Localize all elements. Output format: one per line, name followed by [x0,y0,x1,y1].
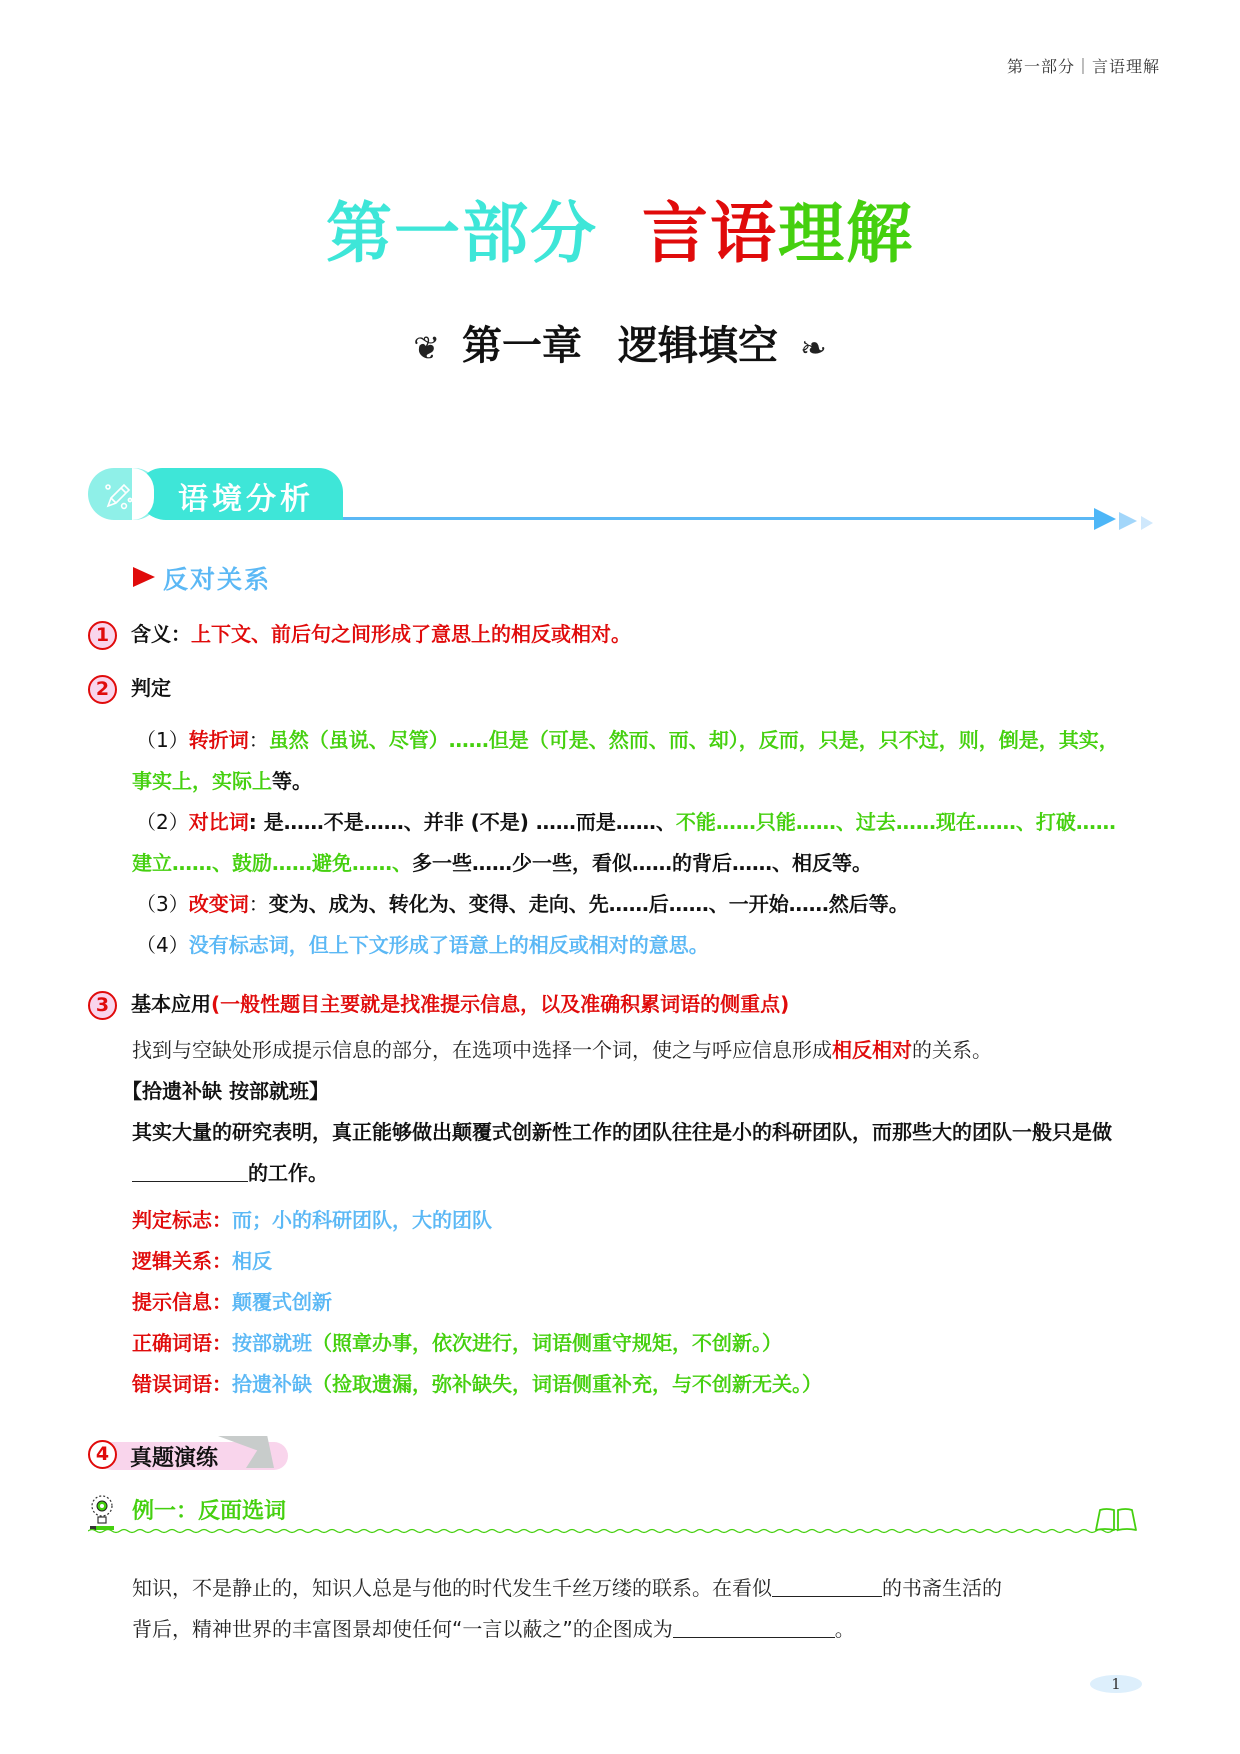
desc-highlight: 相反相对 [832,1038,912,1062]
desc-text-end: 的关系。 [912,1038,992,1062]
sub-index: （2） [136,810,189,834]
example-heading [88,1492,1140,1536]
sub-text: 是……不是……、并非 (不是) ……而是……、 [263,810,676,834]
analysis-value: 按部就班 [232,1331,312,1355]
analysis-note: （捡取遗漏，弥补缺失，词语侧重补充，与不创新无关。） [312,1372,822,1396]
desc-text: 找到与空缺处形成提示信息的部分，在选项中选择一个词，使之与呼应信息形成 [132,1038,832,1062]
application-sentence [132,1112,1122,1194]
item-judge [88,672,171,704]
title-part: 第一部分 [326,195,598,272]
subsection-label: 反对关系 [163,565,272,594]
title-subject-red: 言语 [642,195,778,272]
answer-blank [132,1161,248,1182]
sub-kind: 改变词 [188,892,249,916]
item-application [88,988,789,1020]
sub-colon: : [248,810,264,834]
analysis-label: 提示信息： [132,1290,232,1314]
subsection-heading [133,560,271,596]
analysis-row [132,1323,1122,1364]
chapter-name: 逻辑填空 [618,323,778,369]
practice-heading [88,1440,288,1470]
section-divider [343,517,1098,520]
arrow-right-icon [1094,508,1153,534]
analysis-value: 相反 [232,1249,272,1273]
pencil-icon [102,478,136,512]
meaning-label: 含义： [131,622,191,646]
sub-text: 虽然（虽说、尽管）……但是（可是、然而、而、却），反而，只是，只不过，则，倒是，其实，事实上，实际上 [132,728,1119,793]
analysis-label: 逻辑关系： [132,1249,232,1273]
sub-kind: 对比词 [188,810,249,834]
analysis-label: 判定标志： [132,1208,232,1232]
analysis-value: 拾遗补缺 [232,1372,312,1396]
example-title: 例一：反面选词 [132,1499,287,1524]
question-text: 的书斋生活的 [882,1576,1002,1600]
item-meaning [88,618,631,650]
sentence-text: 其实大量的研究表明，真正能够做出颠覆式创新性工作的团队往往是小的科研团队，而那些大的团队一般只是做 [132,1120,1112,1144]
analysis-label: 正确词语： [132,1331,232,1355]
number-circle: 2 [88,675,117,704]
analysis-row [132,1200,1122,1241]
triangle-bullet-icon [133,567,155,587]
sub-kind: 转折词 [188,728,249,752]
application-options: 【拾遗补缺 按部就班】 [122,1079,329,1103]
meaning-text: 上下文、前后句之间形成了意思上的相反或相对。 [191,622,631,646]
sub-index: （4） [136,933,189,957]
chapter-number: 第一章 [462,323,582,369]
analysis-row [132,1282,1122,1323]
lightbulb-gear-icon [88,1494,116,1532]
title-subject-green: 理解 [778,195,914,272]
judge-sub-2 [132,802,1122,884]
sub-colon: ： [248,728,269,752]
practice-label: 真题演练 [130,1446,219,1471]
sub-text: 变为、成为、转化为、变得、走向、先……后……、一开始……然后等。 [268,892,909,916]
sub-text-green: 不能……只能……、过去……现在……、打破……建立……、鼓励……避免……、 [132,810,1116,875]
judge-sub-1 [132,720,1122,802]
number-circle: 1 [88,621,117,650]
section-label: 语境分析 [178,482,314,517]
page-number: 1 [1090,1675,1142,1693]
application-label: 基本应用 [131,992,211,1016]
sentence-text-end: 的工作。 [248,1161,328,1185]
running-head: 第一部分｜言语理解 [1006,57,1160,76]
judge-sub-4 [132,925,1122,966]
example-question-line2 [132,1609,1122,1650]
sub-text: 没有标志词，但上下文形成了语意上的相反或相对的意思。 [188,933,709,957]
analysis-value: 颠覆式创新 [232,1290,332,1314]
analysis-row [132,1364,1122,1405]
ornament-right-icon: ❧ [800,329,827,367]
example-question [132,1568,1122,1609]
section-banner [88,468,343,520]
open-book-icon [1092,1506,1140,1532]
analysis-value: 而；小的科研团队，大的团队 [232,1208,492,1232]
analysis-label: 错误词语： [132,1372,232,1396]
sub-index: （1） [136,728,189,752]
sub-text-end: 多一些……少一些，看似……的背后……、相反等。 [412,851,872,875]
judge-sub-3 [132,884,1122,925]
question-text: 。 [834,1617,855,1641]
sub-colon: ： [248,892,269,916]
page-title [0,180,1240,275]
ornament-left-icon: ❦ [413,329,440,367]
analysis-note: （照章办事，依次进行，词语侧重守规矩，不创新。） [312,1331,782,1355]
sub-index: （3） [136,892,189,916]
number-circle: 4 [88,1440,117,1469]
number-circle: 3 [88,991,117,1020]
wavy-divider [88,1528,1118,1534]
application-desc [132,1030,1122,1071]
answer-blank-1 [772,1576,882,1597]
answer-blank-2 [673,1617,835,1638]
application-note: (一般性题目主要就是找准提示信息，以及准确积累词语的侧重点) [211,992,790,1016]
question-text: 背后，精神世界的丰富图景却使任何“一言以蔽之”的企图成为 [132,1617,673,1641]
judge-label: 判定 [131,676,171,700]
question-text: 知识，不是静止的，知识人总是与他的时代发生千丝万缕的联系。在看似 [132,1576,772,1600]
analysis-row [132,1241,1122,1282]
chapter-heading [0,314,1240,371]
sub-text-end: 等。 [272,769,312,793]
